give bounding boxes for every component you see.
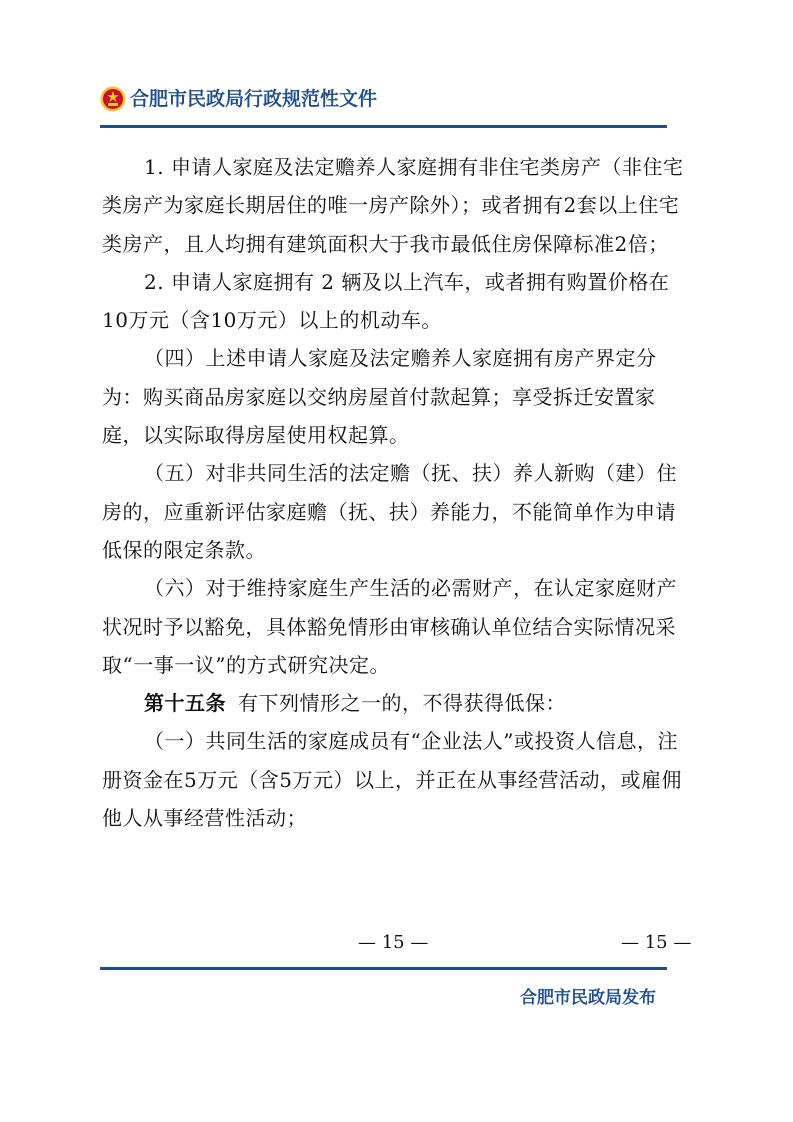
article-heading: 第十五条 <box>144 691 226 716</box>
paragraph: （六）对于维持家庭生产生活的必需财产，在认定家庭财产状况时予以豁免，具体豁免情形由审核确认单位结合实际情况采取“一事一议”的方式研究决定。 <box>102 576 677 677</box>
page-number-right: — 15 — <box>621 932 692 953</box>
article-paragraph <box>102 684 694 722</box>
header-divider <box>100 125 667 128</box>
paragraph: （五）对非共同生活的法定赡（抚、扶）养人新购（建）住房的，应重新评估家庭赡（抚、扶）养能力，不能简单作为申请低保的限定条款。 <box>102 461 677 562</box>
national-emblem-icon <box>100 86 126 112</box>
page-number-left: — 15 — <box>358 932 429 953</box>
footer-publisher: 合肥市民政局发布 <box>520 988 656 1008</box>
article-text: 有下列情形之一的，不得获得低保： <box>238 691 566 716</box>
document-body <box>102 148 694 837</box>
paragraph: （一）共同生活的家庭成员有“企业法人”或投资人信息，注册资金在5万元（含5万元）以上，并正在从事经营活动，或雇佣他人从事经营性活动； <box>102 729 682 831</box>
document-header <box>100 84 670 118</box>
header-title: 合肥市民政局行政规范性文件 <box>130 88 378 110</box>
paragraph: 1. 申请人家庭及法定赡养人家庭拥有非住宅类房产（非住宅类房产为家庭长期居住的唯一房产除外）；或者拥有2套以上住宅类房产，且人均拥有建筑面积大于我市最低住房保障标准2倍； <box>102 155 684 256</box>
footer-divider <box>100 967 667 970</box>
paragraph: 2. 申请人家庭拥有 2 辆及以上汽车，或者拥有购置价格在10万元（含10万元）以上的机动车。 <box>102 269 670 333</box>
paragraph: （四）上述申请人家庭及法定赡养人家庭拥有房产界定分为：购买商品房家庭以交纳房屋首付款起算；享受拆迁安置家庭，以实际取得房屋使用权起算。 <box>102 346 657 448</box>
